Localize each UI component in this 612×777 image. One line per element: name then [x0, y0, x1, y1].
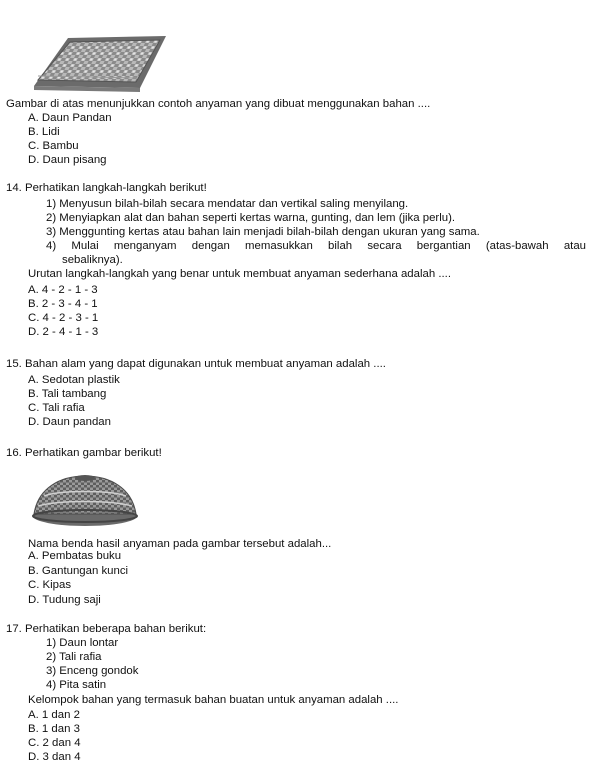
q14-step-4-continuation: sebaliknya). [62, 254, 123, 266]
q15-option-c[interactable]: C. Tali rafia [28, 402, 85, 414]
q17-question: Kelompok bahan yang termasuk bahan buatan untuk anyaman adalah .... [28, 694, 399, 706]
q15-stem: 15. Bahan alam yang dapat digunakan untuk membuat anyaman adalah .... [6, 358, 386, 370]
q15-option-b[interactable]: B. Tali tambang [28, 388, 107, 400]
q16-stem: 16. Perhatikan gambar berikut! [6, 447, 162, 459]
q13-option-c[interactable]: C. Bambu [28, 140, 79, 152]
q17-option-a[interactable]: A. 1 dan 2 [28, 709, 80, 721]
q14-step-2: 2) Menyiapkan alat dan bahan seperti kertas warna, gunting, dan lem (jika perlu). [46, 212, 456, 224]
q14-option-a[interactable]: A. 4 - 2 - 1 - 3 [28, 284, 98, 296]
q17-item-3: 3) Enceng gondok [46, 665, 139, 677]
q17-item-1: 1) Daun lontar [46, 637, 119, 649]
q16-option-d[interactable]: D. Tudung saji [28, 594, 101, 606]
q16-question: Nama benda hasil anyaman pada gambar tersebut adalah... [28, 538, 332, 550]
q16-option-c[interactable]: C. Kipas [28, 579, 72, 591]
q13-stem: Gambar di atas menunjukkan contoh anyaman yang dibuat menggunakan bahan .... [6, 98, 431, 110]
q17-option-b[interactable]: B. 1 dan 3 [28, 723, 80, 735]
q17-item-4: 4) Pita satin [46, 679, 107, 691]
q15-option-d[interactable]: D. Daun pandan [28, 416, 111, 428]
q14-question: Urutan langkah-langkah yang benar untuk membuat anyaman sederhana adalah .... [28, 268, 451, 280]
q17-stem: 17. Perhatikan beberapa bahan berikut: [6, 623, 207, 635]
woven-tray-image [28, 28, 168, 94]
q13-option-b[interactable]: B. Lidi [28, 126, 60, 138]
q16-option-a[interactable]: A. Pembatas buku [28, 550, 122, 562]
q16-option-b[interactable]: B. Gantungan kunci [28, 565, 129, 577]
q15-option-a[interactable]: A. Sedotan plastik [28, 374, 120, 386]
q13-option-d[interactable]: D. Daun pisang [28, 154, 107, 166]
q17-option-d[interactable]: D. 3 dan 4 [28, 751, 81, 763]
q14-step-1: 1) Menyusun bilah-bilah secara mendatar dan vertikal saling menyilang. [46, 198, 409, 210]
q13-option-a[interactable]: A. Daun Pandan [28, 112, 112, 124]
q14-option-d[interactable]: D. 2 - 4 - 1 - 3 [28, 326, 99, 338]
q14-option-b[interactable]: B. 2 - 3 - 4 - 1 [28, 298, 98, 310]
q14-step-3: 3) Menggunting kertas atau bahan lain menjadi bilah-bilah dengan ukuran yang sama. [46, 226, 480, 238]
q14-step-4: 4) Mulai menganyam dengan memasukkan bilah secara bergantian (atas-bawah atau [46, 240, 586, 252]
q17-item-2: 2) Tali rafia [46, 651, 102, 663]
q17-option-c[interactable]: C. 2 dan 4 [28, 737, 81, 749]
tudung-saji-image [30, 470, 140, 530]
q14-option-c[interactable]: C. 4 - 2 - 3 - 1 [28, 312, 99, 324]
q14-stem: 14. Perhatikan langkah-langkah berikut! [6, 182, 207, 194]
